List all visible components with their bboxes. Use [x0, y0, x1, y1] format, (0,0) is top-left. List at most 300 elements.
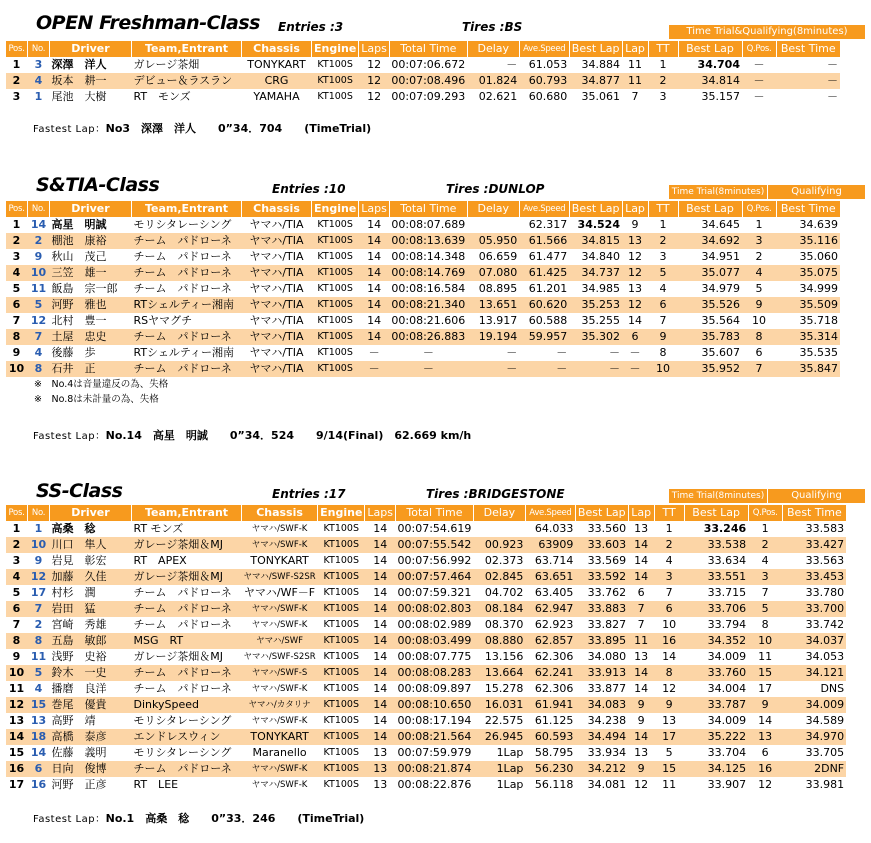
- total-time-cell: 00:08:07.689: [391, 218, 466, 231]
- total-time-cell: 00:07:56.992: [397, 554, 472, 567]
- driver-cell: 飯島 宗一郎: [50, 281, 132, 297]
- total-time-cell: 00:08:21.564: [397, 730, 472, 743]
- engine-cell: KT100S: [312, 329, 359, 345]
- tt-best-lap-cell: 33.907: [684, 777, 748, 793]
- laps-cell: 14: [365, 569, 396, 585]
- total-time-cell: －: [389, 345, 467, 361]
- fastest-lap-time: 0”34．524: [229, 429, 295, 442]
- tt-cell: 5: [648, 265, 678, 281]
- fastest-lap-driver: 高星 明誠: [152, 429, 208, 442]
- ave-speed-cell: 58.795: [525, 745, 575, 761]
- driver-cell: 秋山 茂己: [50, 249, 132, 265]
- pos-cell: 6: [6, 297, 28, 313]
- ave-speed-cell: 64.033: [525, 521, 575, 537]
- result-row: [6, 521, 847, 537]
- tt-cell: 5: [654, 745, 684, 761]
- q-best-time-cell: 33.563: [782, 553, 846, 569]
- tt-best-lap-cell: 33.704: [684, 745, 748, 761]
- engine-cell: KT100S: [312, 281, 359, 297]
- header-total-time: Total Time: [389, 41, 467, 57]
- pos-cell: 10: [6, 665, 28, 681]
- total-time-cell: －: [389, 361, 467, 377]
- best-lap-cell: 33.603: [575, 537, 628, 553]
- pos-cell: 13: [6, 713, 28, 729]
- header-delay: Delay: [467, 201, 519, 217]
- tt-cell: 9: [654, 697, 684, 713]
- header-pos: Pos.: [6, 505, 28, 521]
- no-cell: 16: [28, 777, 50, 793]
- ave-speed-cell: 59.957: [519, 329, 569, 345]
- tt-cell: 1: [648, 57, 678, 73]
- q-best-time-cell: 35.075: [776, 265, 840, 281]
- header-laps: Laps: [359, 201, 390, 217]
- total-time-cell: 00:08:07.775: [397, 650, 472, 663]
- header-row: [6, 41, 841, 57]
- driver-cell: 土屋 忠史: [50, 329, 132, 345]
- tt-cell: 4: [648, 281, 678, 297]
- pos-cell: 11: [6, 681, 28, 697]
- ave-speed-cell: 62.306: [525, 649, 575, 665]
- tt-best-lap-cell: 35.607: [678, 345, 742, 361]
- driver-cell: 日向 俊博: [50, 761, 132, 777]
- driver-cell: 加藤 久佳: [50, 569, 132, 585]
- pos-cell: 4: [6, 265, 28, 281]
- pos-cell: 7: [6, 313, 28, 329]
- header-row: [6, 201, 841, 217]
- tt-cell: 13: [654, 713, 684, 729]
- chassis-cell: ヤマハ/TIA: [242, 265, 312, 281]
- total-time-cell: 00:08:02.989: [397, 618, 472, 631]
- result-row: [6, 281, 841, 297]
- best-lap-cell: 35.253: [569, 297, 622, 313]
- header-row: [6, 505, 847, 521]
- total-time-cell: 00:08:03.499: [397, 634, 472, 647]
- header-driver: Driver: [50, 41, 132, 57]
- chassis-cell: ヤマハ/SWF-K: [242, 537, 318, 553]
- tt-best-lap-cell: 35.157: [678, 89, 742, 105]
- tt-best-lap-cell: 34.009: [684, 713, 748, 729]
- results-table: [5, 505, 846, 793]
- header-lap: Lap: [622, 41, 648, 57]
- lap-cell: 9: [628, 761, 654, 777]
- result-row: [6, 745, 847, 761]
- delay-cell: －: [467, 361, 519, 377]
- no-cell: 2: [28, 617, 50, 633]
- ave-speed-cell: 60.593: [525, 729, 575, 745]
- pos-cell: 15: [6, 745, 28, 761]
- q-best-time-cell: 34.009: [782, 697, 846, 713]
- class-section: [0, 162, 871, 452]
- q-best-time-cell: DNS: [782, 681, 846, 697]
- total-time-cell: 00:08:14.769: [391, 266, 466, 279]
- lap-cell: 9: [628, 697, 654, 713]
- best-lap-cell: 33.827: [575, 617, 628, 633]
- chassis-cell: ヤマハ/TIA: [242, 361, 312, 377]
- tt-cell: 7: [648, 313, 678, 329]
- q-best-time-cell: 34.037: [782, 633, 846, 649]
- tt-cell: 8: [654, 665, 684, 681]
- tt-cell: 10: [654, 617, 684, 633]
- tt-best-lap-cell: 34.125: [684, 761, 748, 777]
- ave-speed-cell: 63909: [525, 537, 575, 553]
- best-lap-cell: 34.524: [569, 217, 622, 233]
- chassis-cell: Maranello: [242, 745, 318, 761]
- pos-cell: 4: [6, 569, 28, 585]
- lap-cell: 14: [628, 537, 654, 553]
- total-time-cell: 00:08:09.897: [397, 682, 472, 695]
- delay-cell: －: [467, 345, 519, 361]
- ave-speed-cell: 61.425: [519, 265, 569, 281]
- laps-cell: 13: [365, 761, 396, 777]
- driver-cell: 五島 敏郎: [50, 633, 132, 649]
- q-pos-cell: 14: [748, 713, 782, 729]
- tt-cell: 4: [654, 553, 684, 569]
- result-row: [6, 569, 847, 585]
- team-cell: チーム パドローネ: [132, 329, 242, 345]
- tt-cell: 14: [654, 649, 684, 665]
- driver-cell: 宮崎 秀雄: [50, 617, 132, 633]
- tt-best-lap-cell: 33.538: [684, 537, 748, 553]
- delay-cell: [467, 217, 519, 233]
- tt-best-lap-cell: 34.645: [678, 217, 742, 233]
- result-row: [6, 553, 847, 569]
- delay-cell: 08.370: [473, 617, 525, 633]
- team-cell: チーム パドローネ: [132, 617, 242, 633]
- lap-cell: 14: [628, 553, 654, 569]
- laps-cell: 12: [359, 73, 390, 89]
- tt-best-lap-cell: 34.979: [678, 281, 742, 297]
- q-best-time-cell: 35.535: [776, 345, 840, 361]
- pos-cell: 1: [6, 57, 28, 73]
- fastest-lap-no: No.1: [105, 812, 135, 825]
- best-lap-cell: 33.569: [575, 553, 628, 569]
- result-row: [6, 537, 847, 553]
- total-time-cell: 00:08:16.584: [391, 282, 466, 295]
- laps-cell: 14: [365, 665, 396, 681]
- laps-cell: 14: [365, 681, 396, 697]
- fastest-lap-driver: 高桑 稔: [145, 812, 190, 825]
- q-best-time-cell: 35.314: [776, 329, 840, 345]
- time-trial-header: Time Trial(8minutes): [669, 489, 767, 503]
- team-cell: チーム パドローネ: [132, 681, 242, 697]
- engine-cell: KT100S: [312, 73, 359, 89]
- note-line: ※ No.8は未計量の為、失格: [34, 394, 159, 405]
- chassis-cell: ヤマハ/WF－F: [242, 585, 318, 601]
- driver-cell: 岩田 猛: [50, 601, 132, 617]
- best-lap-cell: 34.985: [569, 281, 622, 297]
- no-cell: 9: [28, 553, 50, 569]
- driver-cell: 尾池 大樹: [50, 89, 132, 105]
- q-best-time-cell: 35.718: [776, 313, 840, 329]
- delay-cell: 1Lap: [473, 777, 525, 793]
- tt-best-lap-cell: 33.634: [684, 553, 748, 569]
- delay-cell: 1Lap: [473, 761, 525, 777]
- header-laps: Laps: [365, 505, 396, 521]
- lap-cell: 13: [622, 233, 648, 249]
- chassis-cell: CRG: [242, 73, 312, 89]
- lap-cell: －: [622, 345, 648, 361]
- chassis-cell: ヤマハ/TIA: [242, 249, 312, 265]
- q-pos-cell: 12: [748, 777, 782, 793]
- no-cell: 12: [28, 313, 50, 329]
- header-ave-speed: Ave.Speed: [519, 41, 569, 57]
- tt-cell: 17: [654, 729, 684, 745]
- ave-speed-cell: 60.793: [519, 73, 569, 89]
- pos-cell: 5: [6, 585, 28, 601]
- header-tt: TT: [648, 41, 678, 57]
- total-time-cell: 00:08:21.606: [391, 314, 466, 327]
- engine-cell: KT100S: [318, 601, 365, 617]
- driver-cell: 巻尾 優貴: [50, 697, 132, 713]
- chassis-cell: ヤマハ/TIA: [242, 233, 312, 249]
- lap-cell: 13: [622, 281, 648, 297]
- delay-cell: 06.659: [467, 249, 519, 265]
- delay-cell: 02.621: [467, 89, 519, 105]
- header-delay: Delay: [473, 505, 525, 521]
- engine-cell: KT100S: [318, 649, 365, 665]
- tt-best-lap-cell: 35.526: [678, 297, 742, 313]
- fastest-lap-no: No3: [105, 122, 131, 135]
- q-pos-cell: 3: [742, 233, 776, 249]
- result-row: [6, 633, 847, 649]
- result-row: [6, 57, 841, 73]
- laps-cell: 14: [365, 585, 396, 601]
- lap-cell: 13: [628, 745, 654, 761]
- ave-speed-cell: 62.306: [525, 681, 575, 697]
- entries-count: Entries :3: [278, 20, 344, 34]
- driver-cell: 三笠 雄一: [50, 265, 132, 281]
- pos-cell: 2: [6, 233, 28, 249]
- delay-cell: 05.950: [467, 233, 519, 249]
- result-row: [6, 681, 847, 697]
- tt-best-lap-cell: 34.352: [684, 633, 748, 649]
- tt-cell: 6: [654, 601, 684, 617]
- chassis-cell: ヤマハ/カタリナ: [242, 697, 318, 713]
- team-cell: チーム パドローネ: [132, 249, 242, 265]
- class-section: [0, 0, 871, 140]
- laps-cell: 14: [359, 233, 390, 249]
- lap-cell: 13: [628, 521, 654, 537]
- lap-cell: 14: [622, 313, 648, 329]
- lap-cell: 14: [628, 681, 654, 697]
- best-lap-cell: 33.883: [575, 601, 628, 617]
- tt-cell: 15: [654, 761, 684, 777]
- pos-cell: 3: [6, 553, 28, 569]
- tt-best-lap-cell: 35.952: [678, 361, 742, 377]
- fastest-lap-time: 0”34．704: [218, 122, 283, 135]
- fastest-lap: [33, 427, 471, 443]
- q-pos-cell: －: [742, 89, 776, 105]
- result-row: [6, 329, 841, 345]
- header-chassis: Chassis: [242, 201, 312, 217]
- no-cell: 7: [28, 329, 50, 345]
- ave-speed-cell: 61.125: [525, 713, 575, 729]
- delay-cell: 08.880: [473, 633, 525, 649]
- header-q-best-time: Best Time: [782, 505, 846, 521]
- tt-best-lap-cell: 35.222: [684, 729, 748, 745]
- engine-cell: KT100S: [312, 345, 359, 361]
- delay-cell: 13.664: [473, 665, 525, 681]
- result-row: [6, 665, 847, 681]
- pos-cell: 16: [6, 761, 28, 777]
- header-q-pos: Q.Pos.: [748, 505, 782, 521]
- ave-speed-cell: 60.620: [519, 297, 569, 313]
- ave-speed-cell: －: [519, 345, 569, 361]
- engine-cell: KT100S: [318, 729, 365, 745]
- engine-cell: KT100S: [318, 585, 365, 601]
- no-cell: 1: [28, 89, 50, 105]
- lap-cell: 11: [628, 633, 654, 649]
- tt-cell: 12: [654, 681, 684, 697]
- team-cell: チーム パドローネ: [132, 761, 242, 777]
- tt-cell: 16: [654, 633, 684, 649]
- header-team: Team,Entrant: [132, 201, 242, 217]
- header-lap: Lap: [622, 201, 648, 217]
- q-best-time-cell: －: [776, 73, 840, 89]
- q-pos-cell: 9: [742, 297, 776, 313]
- result-row: [6, 265, 841, 281]
- q-pos-cell: 1: [748, 521, 782, 537]
- q-pos-cell: 4: [748, 553, 782, 569]
- pos-cell: 6: [6, 601, 28, 617]
- results-table: [5, 41, 840, 105]
- q-pos-cell: 8: [742, 329, 776, 345]
- engine-cell: KT100S: [312, 249, 359, 265]
- lap-cell: 7: [628, 601, 654, 617]
- laps-cell: 14: [365, 553, 396, 569]
- no-cell: 12: [28, 569, 50, 585]
- best-lap-cell: 34.815: [569, 233, 622, 249]
- no-cell: 5: [28, 297, 50, 313]
- driver-cell: 高星 明誠: [50, 217, 132, 233]
- header-engine: Engine: [312, 201, 359, 217]
- engine-cell: KT100S: [318, 681, 365, 697]
- result-row: [6, 249, 841, 265]
- lap-cell: 14: [628, 665, 654, 681]
- header-ave-speed: Ave.Speed: [519, 201, 569, 217]
- no-cell: 10: [28, 265, 50, 281]
- laps-cell: 14: [359, 313, 390, 329]
- ave-speed-cell: 62.317: [519, 217, 569, 233]
- laps-cell: －: [359, 345, 390, 361]
- total-time-cell: 00:08:22.876: [397, 778, 472, 791]
- chassis-cell: ヤマハ/SWF-K: [242, 761, 318, 777]
- laps-cell: 14: [365, 713, 396, 729]
- result-row: [6, 361, 841, 377]
- q-pos-cell: 10: [748, 633, 782, 649]
- tt-cell: 10: [648, 361, 678, 377]
- header-driver: Driver: [50, 201, 132, 217]
- q-best-time-cell: 33.427: [782, 537, 846, 553]
- delay-cell: 01.824: [467, 73, 519, 89]
- laps-cell: 13: [365, 777, 396, 793]
- lap-cell: 6: [622, 329, 648, 345]
- q-best-time-cell: 35.060: [776, 249, 840, 265]
- team-cell: RTシェルティー湘南: [132, 297, 242, 313]
- engine-cell: KT100S: [318, 777, 365, 793]
- team-cell: チーム パドローネ: [132, 233, 242, 249]
- result-row: [6, 313, 841, 329]
- q-best-time-cell: 34.121: [782, 665, 846, 681]
- driver-cell: 棚池 康裕: [50, 233, 132, 249]
- ave-speed-cell: 61.941: [525, 697, 575, 713]
- engine-cell: KT100S: [318, 745, 365, 761]
- chassis-cell: TONYKART: [242, 553, 318, 569]
- best-lap-cell: 34.083: [575, 697, 628, 713]
- q-best-time-cell: 34.970: [782, 729, 846, 745]
- laps-cell: 14: [365, 537, 396, 553]
- team-cell: チーム パドローネ: [132, 601, 242, 617]
- engine-cell: KT100S: [312, 361, 359, 377]
- class-title: S&TIA-Class: [36, 174, 160, 196]
- result-row: [6, 617, 847, 633]
- delay-cell: 22.575: [473, 713, 525, 729]
- engine-cell: KT100S: [318, 553, 365, 569]
- lap-cell: 12: [628, 777, 654, 793]
- driver-cell: 岩見 彰宏: [50, 553, 132, 569]
- header-total-time: Total Time: [389, 201, 467, 217]
- no-cell: 14: [28, 217, 50, 233]
- tt-cell: 6: [648, 297, 678, 313]
- results-table: [5, 201, 840, 377]
- laps-cell: 14: [359, 249, 390, 265]
- team-cell: エンドレスウィン: [132, 729, 242, 745]
- laps-cell: 14: [365, 633, 396, 649]
- q-best-time-cell: 35.847: [776, 361, 840, 377]
- result-row: [6, 729, 847, 745]
- no-cell: 4: [28, 345, 50, 361]
- laps-cell: 14: [365, 521, 396, 537]
- pos-cell: 2: [6, 73, 28, 89]
- engine-cell: KT100S: [312, 89, 359, 105]
- total-time-cell: 00:07:59.321: [397, 586, 472, 599]
- total-time-cell: 00:08:26.883: [391, 330, 466, 343]
- chassis-cell: ヤマハ/SWF-K: [242, 521, 318, 537]
- no-cell: 11: [28, 649, 50, 665]
- q-pos-cell: 15: [748, 665, 782, 681]
- no-cell: 11: [28, 281, 50, 297]
- result-row: [6, 601, 847, 617]
- chassis-cell: YAMAHA: [242, 89, 312, 105]
- fastest-lap-note: (TimeTrial): [297, 812, 365, 825]
- engine-cell: KT100S: [318, 697, 365, 713]
- q-pos-cell: 1: [742, 217, 776, 233]
- tt-cell: 3: [648, 89, 678, 105]
- pos-cell: 1: [6, 521, 28, 537]
- header-tt: TT: [654, 505, 684, 521]
- driver-cell: 村杉 潤: [50, 585, 132, 601]
- laps-cell: 14: [365, 697, 396, 713]
- notes: [34, 377, 168, 407]
- delay-cell: 19.194: [467, 329, 519, 345]
- best-lap-cell: 34.884: [569, 57, 622, 73]
- header-best-lap: Best Lap: [575, 505, 628, 521]
- best-lap-cell: 33.913: [575, 665, 628, 681]
- lap-cell: 14: [628, 729, 654, 745]
- best-lap-cell: 35.302: [569, 329, 622, 345]
- laps-cell: 13: [365, 745, 396, 761]
- delay-cell: 13.917: [467, 313, 519, 329]
- chassis-cell: ヤマハ/SWF-K: [242, 777, 318, 793]
- header-best-lap: Best Lap: [569, 201, 622, 217]
- lap-cell: 6: [628, 585, 654, 601]
- no-cell: 15: [28, 697, 50, 713]
- fastest-lap: [33, 120, 371, 136]
- header-q-best-time: Best Time: [776, 41, 840, 57]
- total-time-cell: 00:07:57.464: [397, 570, 472, 583]
- q-best-time-cell: 33.583: [782, 521, 846, 537]
- engine-cell: KT100S: [312, 265, 359, 281]
